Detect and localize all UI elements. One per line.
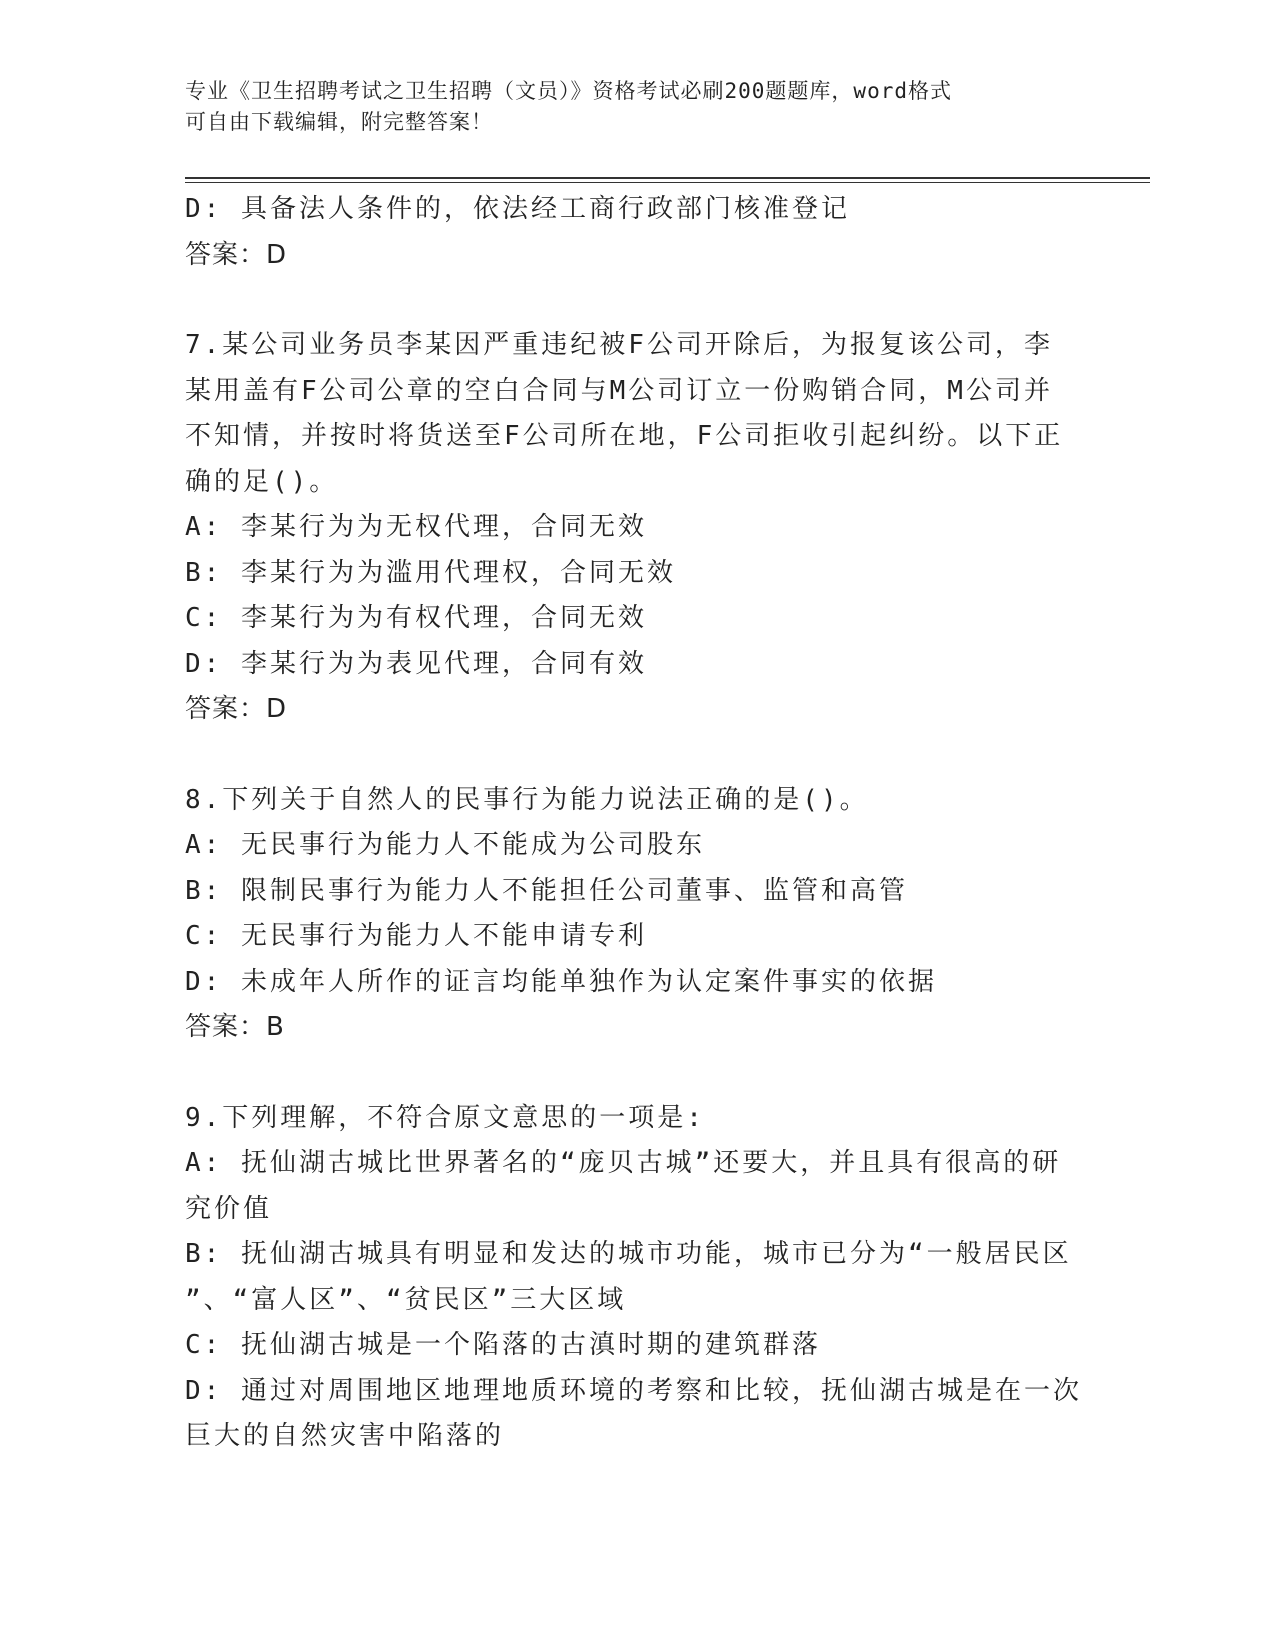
option-d-continued: 巨大的自然灾害中陷落的 (185, 1421, 505, 1451)
option-b-continued: ”、“富人区”、“贫民区”三大区域 (185, 1284, 627, 1315)
option-d: D: 具备法人条件的，依法经工商行政部门核准登记 (185, 194, 850, 224)
question-stem-line: 9.下列理解，不符合原文意思的一项是: (185, 1102, 705, 1133)
answer-line: 答案：B (185, 1012, 285, 1042)
option-a: A: 抚仙湖古城比世界著名的“庞贝古城”还要大，并且具有很高的研 (185, 1148, 1062, 1178)
question-stem-line: 7.某公司业务员李某因严重违纪被F公司开除后，为报复该公司，李 (185, 330, 1053, 360)
option-a-continued: 究价值 (185, 1193, 273, 1224)
option-c: C: 李某行为为有权代理，合同无效 (185, 603, 647, 633)
question-6-tail (185, 187, 1085, 278)
option-b: B: 李某行为为滥用代理权，合同无效 (185, 557, 676, 588)
header-title-line-1: 专业《卫生招聘考试之卫生招聘（文员）》资格考试必刷200题题库，word格式 (185, 79, 952, 103)
question-stem-line: 确的足()。 (185, 466, 339, 497)
header-title-line-2: 可自由下载编辑，附完整答案！ (185, 110, 493, 134)
option-a: A: 李某行为为无权代理，合同无效 (185, 512, 647, 542)
option-c: C: 抚仙湖古城是一个陷落的古滇时期的建筑群落 (185, 1330, 821, 1360)
option-a: A: 无民事行为能力人不能成为公司股东 (185, 830, 705, 860)
option-b: B: 抚仙湖古城具有明显和发达的城市功能，城市已分为“一般居民区 (185, 1239, 1072, 1269)
question-9 (185, 1096, 1085, 1460)
question-8 (185, 778, 1085, 1051)
option-d: D: 未成年人所作的证言均能单独作为认定案件事实的依据 (185, 966, 937, 997)
answer-line: 答案：D (185, 694, 288, 724)
document-header (185, 76, 1075, 138)
spacer (185, 1051, 1085, 1096)
answer-line: 答案：D (185, 239, 288, 270)
header-divider-thin (185, 182, 1150, 183)
option-d: D: 李某行为为表见代理，合同有效 (185, 648, 647, 679)
option-b: B: 限制民事行为能力人不能担任公司董事、监管和高管 (185, 875, 908, 906)
spacer (185, 278, 1085, 323)
question-list (185, 187, 1085, 1460)
option-d: D: 通过对周围地区地理地质环境的考察和比较，抚仙湖古城是在一次 (185, 1375, 1082, 1406)
spacer (185, 733, 1085, 778)
question-stem-line: 8.下列关于自然人的民事行为能力说法正确的是()。 (185, 784, 869, 815)
question-7 (185, 323, 1085, 733)
question-stem-line: 不知情，并按时将货送至F公司所在地，F公司拒收引起纠纷。以下正 (185, 421, 1064, 451)
option-c: C: 无民事行为能力人不能申请专利 (185, 921, 647, 951)
header-divider-thick (185, 177, 1150, 179)
question-stem-line: 某用盖有F公司公章的空白合同与M公司订立一份购销合同，M公司并 (185, 375, 1053, 406)
